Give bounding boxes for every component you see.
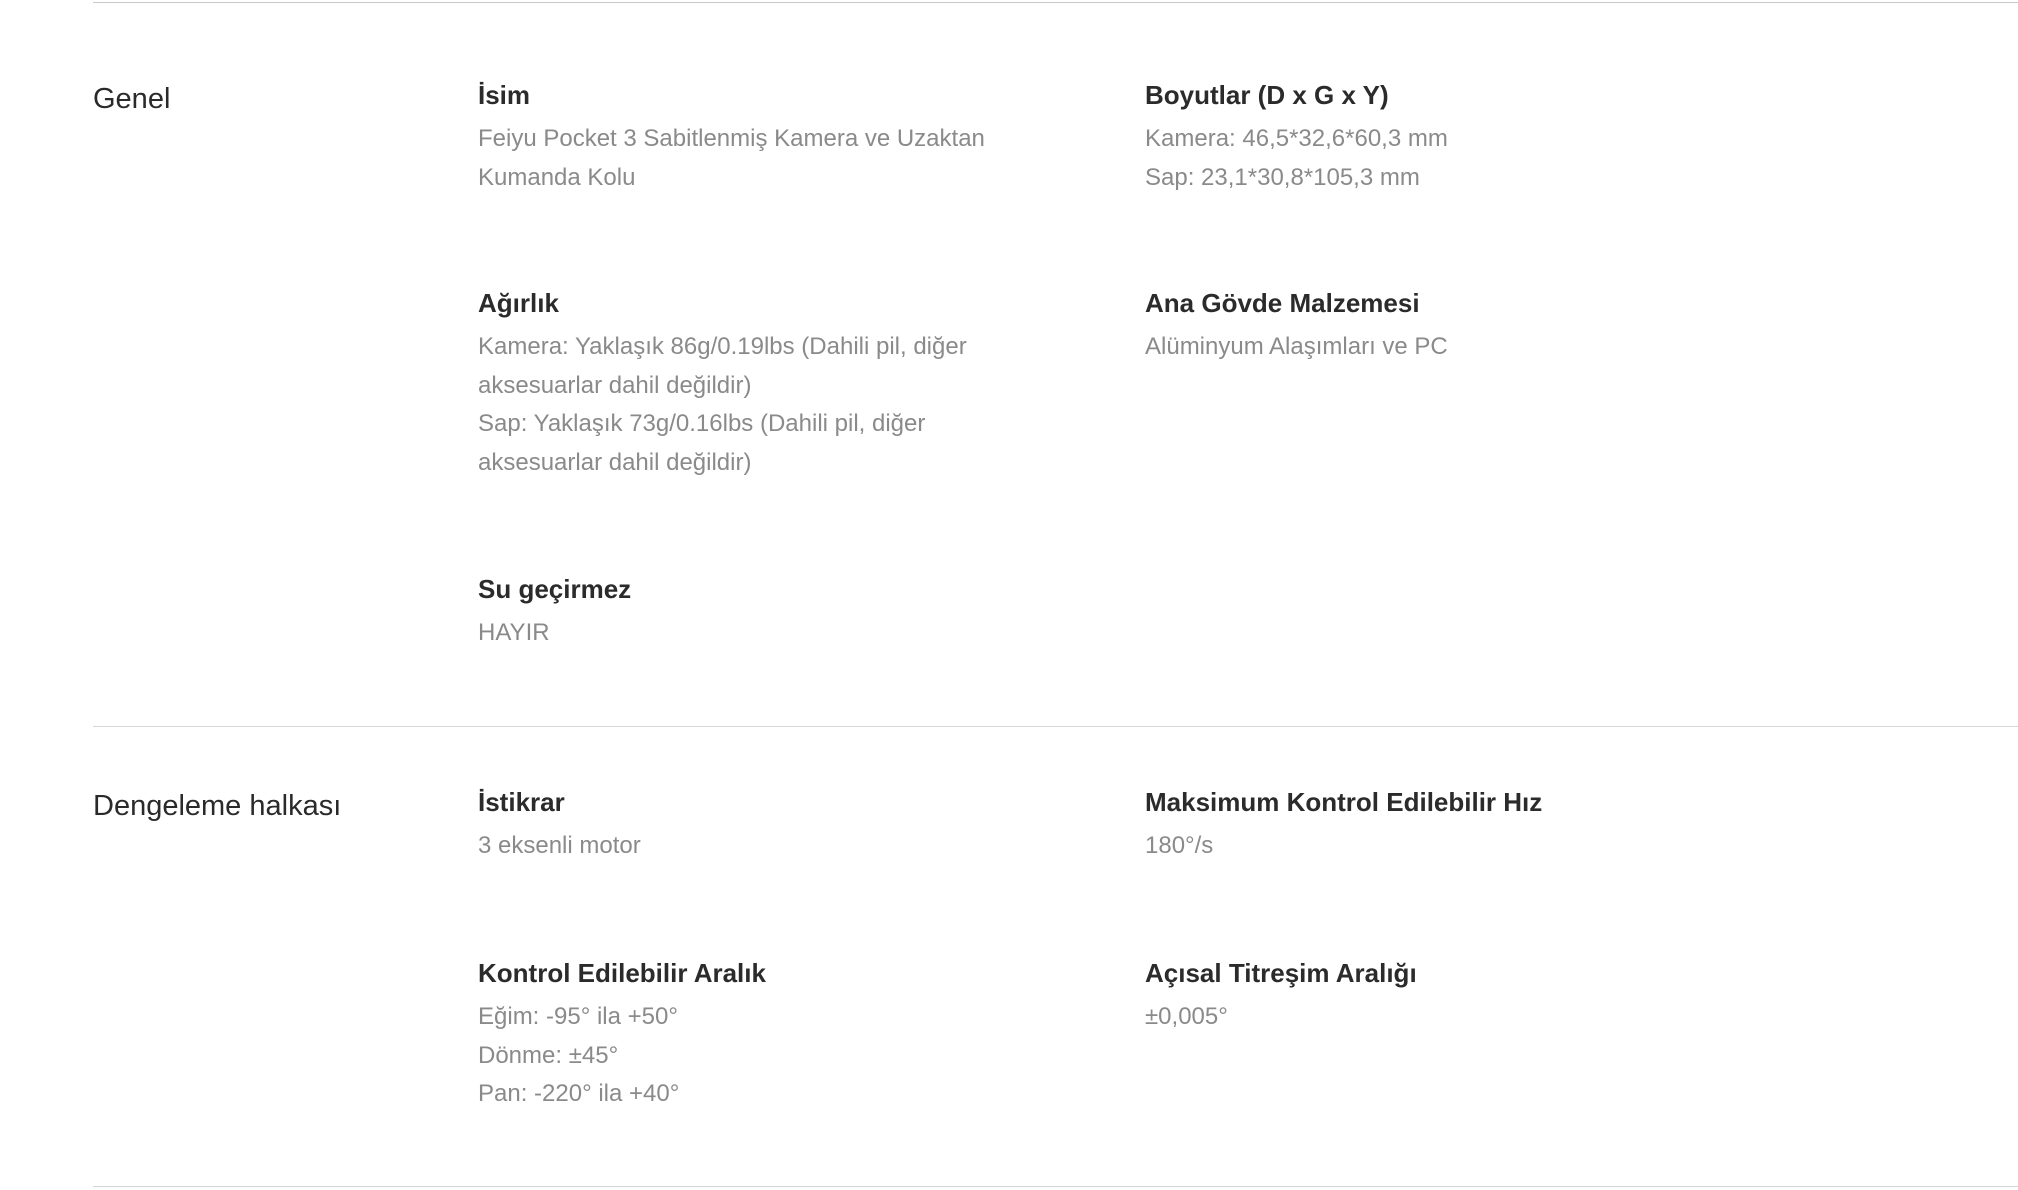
spec-isim [478, 78, 1038, 197]
spec-label: Ana Gövde Malzemesi [1145, 288, 1420, 318]
spec-value-line: 180°/s [1145, 832, 1214, 859]
section-title-genel: Genel [93, 83, 171, 115]
spec-ana-govde-malzemesi [1145, 286, 1705, 367]
spec-value-line: Kamera: Yaklaşık 86g/0.19lbs (Dahili pil, diğer [478, 333, 967, 360]
spec-value-line: ±0,005° [1145, 1003, 1228, 1030]
spec-value-line: Sap: 23,1*30,8*105,3 mm [1145, 163, 1420, 191]
spec-agirlik [478, 286, 1038, 482]
spec-value-line: Feiyu Pocket 3 Sabitlenmiş Kamera ve Uzaktan [478, 125, 985, 152]
spec-label: Su geçirmez [478, 574, 632, 604]
spec-value-line: Sap: Yaklaşık 73g/0.16lbs (Dahili pil, diğer [478, 410, 926, 438]
spec-acisal-titresim-araligi [1145, 956, 1705, 1037]
spec-value-line: Dönme: ±45° [478, 1041, 619, 1069]
spec-kontrol-edilebilir-aralik [478, 956, 1038, 1114]
spec-istikrar [478, 785, 1038, 866]
spec-boyutlar [1145, 78, 1705, 197]
spec-value-line: Eğim: -95° ila +50° [478, 1003, 678, 1030]
spec-value-line: Pan: -220° ila +40° [478, 1080, 680, 1108]
spec-label: Kontrol Edilebilir Aralık [478, 958, 766, 988]
spec-label: Boyutlar (D x G x Y) [1145, 80, 1389, 110]
spec-label: İsim [478, 80, 531, 110]
spec-label: Ağırlık [478, 288, 559, 318]
spec-value-line: 3 eksenli motor [478, 832, 641, 859]
section-divider [93, 726, 2018, 727]
spec-label: Maksimum Kontrol Edilebilir Hız [1145, 787, 1543, 817]
spec-label: Açısal Titreşim Aralığı [1145, 958, 1417, 988]
spec-su-gecirmez [478, 572, 1038, 653]
section-title-dengeleme-halkasi: Dengeleme halkası [93, 790, 342, 822]
spec-value-line: aksesuarlar dahil değildir) [478, 371, 752, 399]
spec-value-line: aksesuarlar dahil değildir) [478, 448, 752, 476]
bottom-divider [93, 1186, 2018, 1187]
spec-label: İstikrar [478, 787, 565, 817]
spec-value-line: Alüminyum Alaşımları ve PC [1145, 333, 1448, 360]
spec-maksimum-kontrol-edilebilir-hiz [1145, 785, 1705, 866]
spec-value-line: HAYIR [478, 619, 550, 646]
spec-value-line: Kumanda Kolu [478, 163, 636, 191]
spec-value-line: Kamera: 46,5*32,6*60,3 mm [1145, 125, 1448, 152]
top-divider [93, 2, 2018, 3]
